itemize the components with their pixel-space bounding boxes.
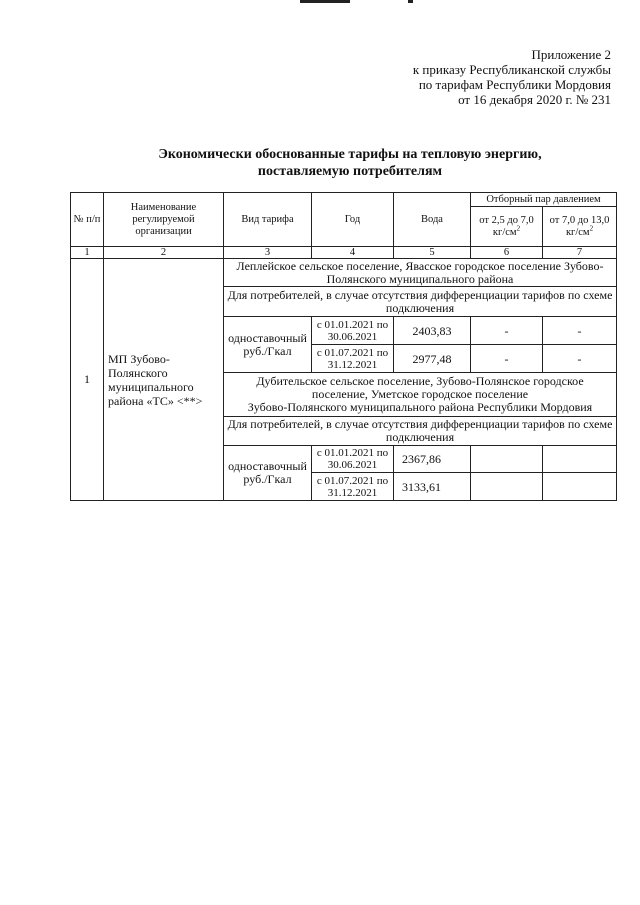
row-number: 1 bbox=[71, 259, 104, 501]
document-title bbox=[0, 146, 640, 180]
appendix-line-3: по тарифам Республики Мордовия bbox=[418, 77, 611, 92]
steam-low-value: - bbox=[471, 345, 543, 373]
header-organization: Наименование регулируемой организации bbox=[104, 193, 224, 247]
header-steam-high-text: от 7,0 до 13,0 кг/см bbox=[549, 214, 610, 238]
header-row bbox=[71, 193, 617, 207]
consumers-section-2: Для потребителей, в случае отсутствия дифференциации тарифов по схеме подключения bbox=[224, 417, 617, 446]
water-value: 2403,83 bbox=[394, 317, 471, 345]
column-number: 3 bbox=[224, 247, 312, 259]
appendix-reference bbox=[413, 47, 611, 107]
header-water: Вода bbox=[394, 193, 471, 247]
title-line-2: поставляемую потребителям bbox=[257, 164, 443, 179]
header-num: № п/п bbox=[71, 193, 104, 247]
tariff-type-section-2: одноставочный руб./Гкал bbox=[224, 446, 312, 501]
header-steam-low-sup: 2 bbox=[516, 224, 521, 232]
water-value: 2977,48 bbox=[394, 345, 471, 373]
appendix-line-1: Приложение 2 bbox=[531, 47, 611, 62]
steam-high-value: - bbox=[543, 345, 617, 373]
period-cell: с 01.07.2021 по 31.12.2021 bbox=[312, 345, 394, 373]
column-number: 7 bbox=[543, 247, 617, 259]
table-row bbox=[71, 259, 617, 287]
water-value: 3133,61 bbox=[394, 473, 471, 501]
header-steam-low-text: от 2,5 до 7,0 кг/см bbox=[479, 214, 534, 238]
period-cell: с 01.01.2021 по 30.06.2021 bbox=[312, 317, 394, 345]
appendix-line-2: к приказу Республиканской службы bbox=[412, 62, 611, 77]
steam-high-value bbox=[543, 473, 617, 501]
water-value: 2367,86 bbox=[394, 446, 471, 473]
column-number: 1 bbox=[71, 247, 104, 259]
organization-name: МП Зубово-Полянского муниципального района «ТС» <**> bbox=[104, 259, 224, 501]
header-tariff-type: Вид тарифа bbox=[224, 193, 312, 247]
consumers-section-1: Для потребителей, в случае отсутствия дифференциации тарифов по схеме подключения bbox=[224, 287, 617, 317]
steam-low-value: - bbox=[471, 317, 543, 345]
steam-low-value bbox=[471, 446, 543, 473]
tariff-table bbox=[70, 192, 617, 501]
period-cell: с 01.07.2021 по 31.12.2021 bbox=[312, 473, 394, 501]
period-cell: с 01.01.2021 по 30.06.2021 bbox=[312, 446, 394, 473]
steam-high-value: - bbox=[543, 317, 617, 345]
appendix-line-4: от 16 декабря 2020 г. № 231 bbox=[458, 92, 611, 107]
column-number: 2 bbox=[104, 247, 224, 259]
title-line-1: Экономически обоснованные тарифы на тепловую энергию, bbox=[158, 147, 542, 162]
header-steam: Отборный пар давлением bbox=[471, 193, 617, 207]
tariff-type-section-1: одноставочный руб./Гкал bbox=[224, 317, 312, 373]
area-section-2-line-1: Дубительское сельское поселение, Зубово-Полянское городское bbox=[256, 374, 584, 388]
header-steam-high-sup: 2 bbox=[589, 224, 594, 232]
area-section-2 bbox=[224, 373, 617, 417]
header-steam-high bbox=[543, 207, 617, 247]
column-number: 5 bbox=[394, 247, 471, 259]
area-section-2-line-3: Зубово-Полянского муниципального района Республики Мордовия bbox=[247, 400, 593, 414]
scan-artifact-mark bbox=[300, 0, 420, 4]
header-steam-low bbox=[471, 207, 543, 247]
area-section-2-line-2: поселение, Уметское городское поселение bbox=[311, 387, 529, 401]
column-number-row bbox=[71, 247, 617, 259]
column-number: 6 bbox=[471, 247, 543, 259]
steam-low-value bbox=[471, 473, 543, 501]
header-year: Год bbox=[312, 193, 394, 247]
column-number: 4 bbox=[312, 247, 394, 259]
area-section-1: Леплейское сельское поселение, Явасское городское поселение Зубово-Полянского муниципального района bbox=[224, 259, 617, 287]
steam-high-value bbox=[543, 446, 617, 473]
